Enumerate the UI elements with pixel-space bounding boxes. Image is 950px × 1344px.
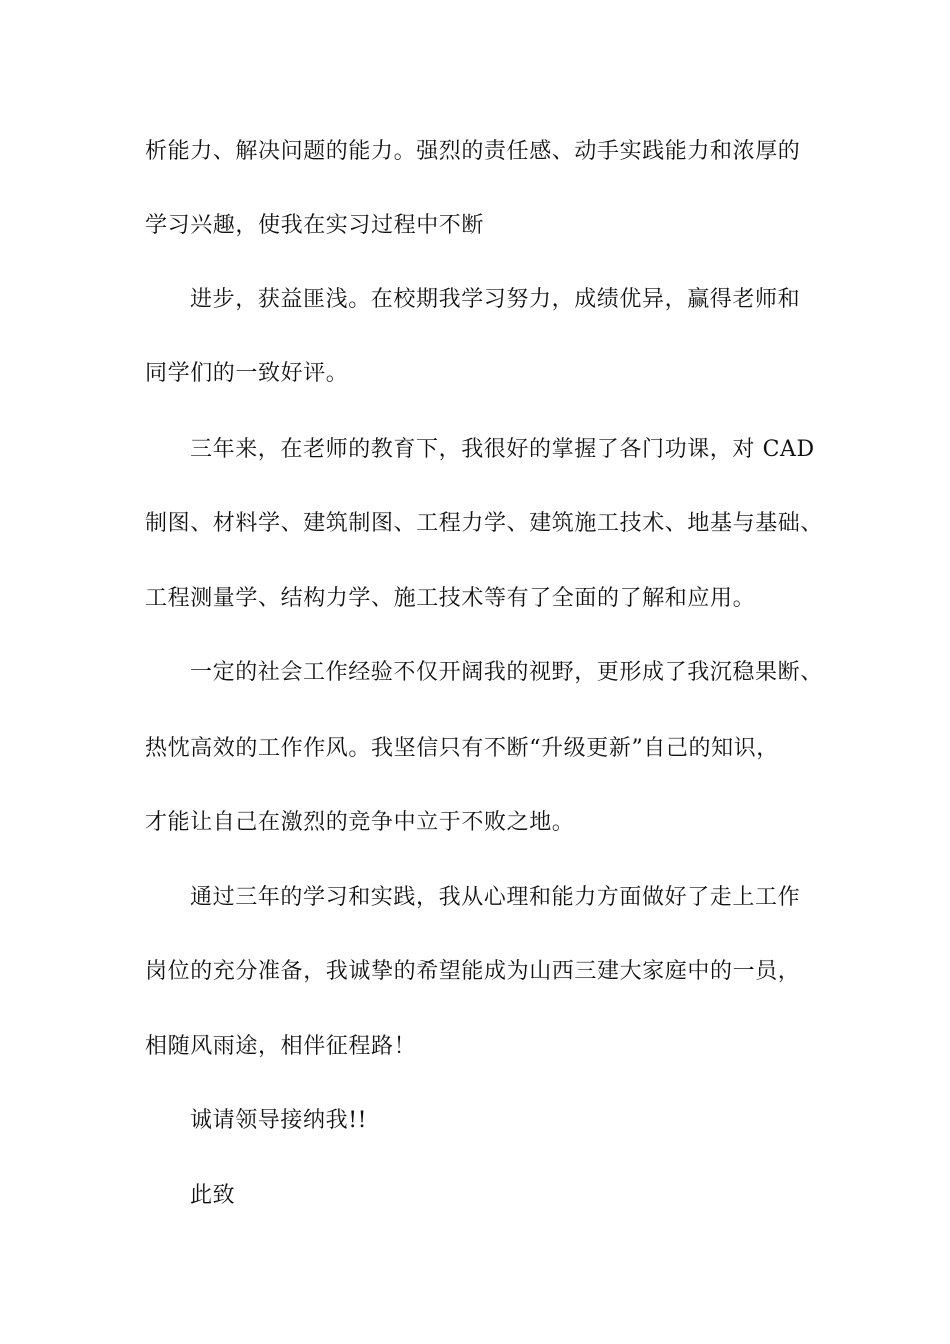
- text-line: 学习兴趣，使我在实习过程中不断: [145, 213, 485, 238]
- paragraph-start-line: 三年来，在老师的教育下，我很好的掌握了各门功课，对 CAD: [190, 437, 815, 462]
- text-line: 才能让自己在激烈的竞争中立于不败之地。: [145, 810, 575, 835]
- closing-request-line: 诚请领导接纳我!!: [190, 1108, 368, 1133]
- text-line: 岗位的充分准备，我诚挚的希望能成为山西三建大家庭中的一员，: [145, 959, 801, 984]
- text-line: 析能力、解决问题的能力。强烈的责任感、动手实践能力和浓厚的: [145, 139, 801, 164]
- paragraph-start-line: 一定的社会工作经验不仅开阔我的视野，更形成了我沉稳果断、: [190, 660, 823, 685]
- text-line: 热忱高效的工作作风。我坚信只有不断“升级更新”自己的知识，: [145, 736, 779, 761]
- text-line: 相随风雨途，相伴征程路！: [145, 1034, 417, 1059]
- paragraph-start-line: 通过三年的学习和实践，我从心理和能力方面做好了走上工作: [190, 885, 801, 910]
- text-line: 同学们的一致好评。: [145, 361, 349, 386]
- text-line: 制图、材料学、建筑制图、工程力学、建筑施工技术、地基与基础、: [145, 511, 824, 536]
- text-line: 工程测量学、结构力学、施工技术等有了全面的了解和应用。: [145, 586, 756, 611]
- paragraph-start-line: 进步，获益匪浅。在校期我学习努力，成绩优异，赢得老师和: [190, 287, 801, 312]
- salutation-line: 此致: [190, 1183, 236, 1208]
